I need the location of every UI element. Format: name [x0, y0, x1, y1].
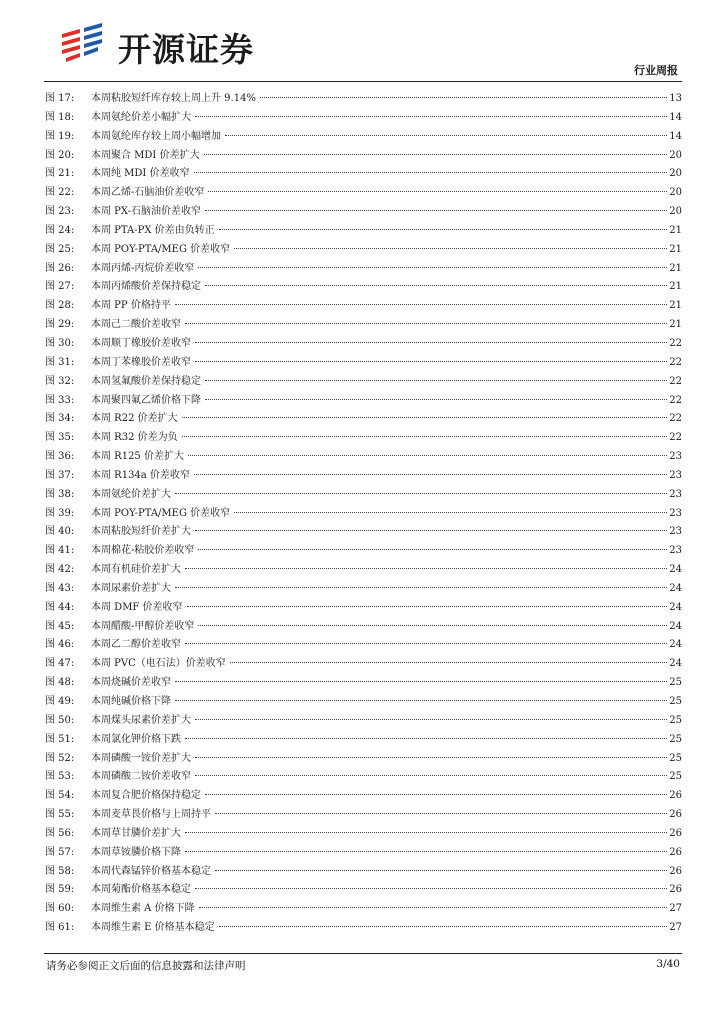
figure-number: 图 43: [45, 582, 75, 594]
toc-entry[interactable] [45, 409, 682, 428]
figure-title: 本周氨纶库存较上周小幅增加 [91, 130, 221, 142]
figure-page-number: 25 [669, 677, 682, 689]
toc-entry[interactable] [45, 504, 682, 523]
figure-page-number: 20 [669, 187, 682, 199]
dot-leader [215, 813, 667, 814]
figure-page-number: 25 [669, 714, 682, 726]
dot-leader [188, 455, 667, 456]
toc-entry[interactable] [45, 730, 682, 749]
figure-number: 图 36: [45, 451, 75, 463]
figure-title: 本周煤头尿素价差扩大 [91, 714, 191, 726]
dot-leader [195, 361, 667, 362]
figure-title: 本周氨纶价差小幅扩大 [91, 111, 191, 123]
toc-entry[interactable] [45, 786, 682, 805]
figure-number: 图 59: [45, 884, 75, 896]
figure-number: 图 32: [45, 375, 75, 387]
figure-page-number: 22 [669, 394, 682, 406]
toc-entry[interactable] [45, 164, 682, 183]
figure-page-number: 24 [669, 620, 682, 632]
figure-page-number: 24 [669, 582, 682, 594]
figure-title: 本周醋酸-甲醇价差收窄 [91, 620, 195, 632]
toc-entry[interactable] [45, 221, 682, 240]
figure-number: 图 51: [45, 733, 75, 745]
figure-page-number: 25 [669, 771, 682, 783]
figure-title: 本周粘胶短纤价差扩大 [91, 526, 191, 538]
toc-entry[interactable] [45, 899, 682, 918]
dot-leader [230, 662, 667, 663]
figure-number: 图 39: [45, 507, 75, 519]
toc-entry[interactable] [45, 824, 682, 843]
figure-title: 本周丁苯橡胶价差收窄 [91, 356, 191, 368]
figure-page-number: 26 [669, 846, 682, 858]
figure-page-number: 23 [669, 526, 682, 538]
brand-mark-icon [58, 20, 110, 66]
figure-number: 图 45: [45, 620, 75, 632]
figure-number: 图 18: [45, 111, 75, 123]
figure-title: 本周代森锰锌价格基本稳定 [91, 865, 211, 877]
toc-entry[interactable] [45, 579, 682, 598]
toc-entry[interactable] [45, 711, 682, 730]
figure-page-number: 21 [669, 243, 682, 255]
dot-leader [195, 757, 667, 758]
dot-leader [205, 285, 667, 286]
dot-leader [198, 625, 667, 626]
figure-page-number: 23 [669, 488, 682, 500]
dot-leader [185, 851, 667, 852]
figure-number: 图 31: [45, 356, 75, 368]
figure-number: 图 22: [45, 187, 75, 199]
toc-entry[interactable] [45, 673, 682, 692]
figure-page-number: 20 [669, 206, 682, 218]
dot-leader [234, 512, 667, 513]
toc-entry[interactable] [45, 240, 682, 259]
toc-entry[interactable] [45, 843, 682, 862]
figure-number: 图 25: [45, 243, 75, 255]
figure-page-number: 25 [669, 752, 682, 764]
figure-number: 图 42: [45, 564, 75, 576]
toc-entry[interactable] [45, 918, 682, 937]
toc-entry[interactable] [45, 277, 682, 296]
figure-title: 本周乙二醇价差收窄 [91, 639, 181, 651]
figure-title: 本周氢氟酸价差保持稳定 [91, 375, 201, 387]
figure-page-number: 23 [669, 545, 682, 557]
toc-entry[interactable] [45, 560, 682, 579]
figure-title: 本周磷酸一铵价差扩大 [91, 752, 191, 764]
figure-number: 图 21: [45, 168, 75, 180]
figure-number: 图 40: [45, 526, 75, 538]
figure-number: 图 26: [45, 262, 75, 274]
figure-title: 本周聚四氟乙烯价格下降 [91, 394, 201, 406]
figure-number: 图 28: [45, 300, 75, 312]
figure-title: 本周麦草畏价格与上周持平 [91, 809, 211, 821]
figure-title: 本周 POY-PTA/MEG 价差收窄 [91, 507, 231, 519]
dot-leader [199, 907, 668, 908]
toc-entry[interactable] [45, 391, 682, 410]
toc-entry[interactable] [45, 259, 682, 278]
figure-number: 图 44: [45, 601, 75, 613]
figure-title: 本周复合肥价格保持稳定 [91, 790, 201, 802]
figure-page-number: 22 [669, 356, 682, 368]
figure-page-number: 20 [669, 168, 682, 180]
brand-logo [58, 20, 288, 68]
figure-page-number: 13 [669, 93, 682, 104]
figure-page-number: 25 [669, 733, 682, 745]
dot-leader [219, 926, 668, 927]
figure-title: 本周丙烯酸价差保持稳定 [91, 281, 201, 293]
dot-leader [182, 417, 668, 418]
figure-number: 图 58: [45, 865, 75, 877]
figure-number: 图 19: [45, 130, 75, 142]
figure-number: 图 55: [45, 809, 75, 821]
figure-title: 本周 POY-PTA/MEG 价差收窄 [91, 243, 231, 255]
figure-number: 图 61: [45, 922, 75, 934]
toc-entry[interactable] [45, 880, 682, 899]
dot-leader [195, 530, 667, 531]
figure-page-number: 26 [669, 790, 682, 802]
dot-leader [175, 700, 667, 701]
toc-entry[interactable] [45, 654, 682, 673]
dot-leader [185, 568, 667, 569]
figure-page-number: 23 [669, 469, 682, 481]
figure-page-number: 26 [669, 865, 682, 877]
figure-page-number: 23 [669, 507, 682, 519]
figure-title: 本周草甘膦价差扩大 [91, 827, 181, 839]
toc-entry[interactable] [45, 202, 682, 221]
figure-number: 图 17: [45, 93, 75, 104]
dot-leader [194, 172, 668, 173]
dot-leader [215, 870, 667, 871]
figure-title: 本周烧碱价差收窄 [91, 677, 171, 689]
toc-entry[interactable] [45, 862, 682, 881]
figure-title: 本周 R32 价差为负 [91, 432, 178, 444]
figure-title: 本周 PTA-PX 价差由负转正 [91, 224, 215, 236]
figure-number: 图 46: [45, 639, 75, 651]
figure-page-number: 24 [669, 564, 682, 576]
figure-title: 本周 DMF 价差收窄 [91, 601, 183, 613]
figure-page-number: 24 [669, 658, 682, 670]
figure-number: 图 33: [45, 394, 75, 406]
dot-leader [175, 681, 667, 682]
dot-leader [204, 154, 668, 155]
figure-number: 图 56: [45, 827, 75, 839]
toc-entry[interactable] [45, 108, 682, 127]
page-number: 3/40 [656, 958, 680, 970]
toc-entry[interactable] [45, 296, 682, 315]
figure-title: 本周草铵膦价格下降 [91, 846, 181, 858]
figure-page-number: 21 [669, 281, 682, 293]
toc-entry[interactable] [45, 692, 682, 711]
figure-number: 图 57: [45, 846, 75, 858]
dot-leader [187, 606, 668, 607]
figure-page-number: 22 [669, 375, 682, 387]
toc-entry[interactable] [45, 353, 682, 372]
dot-leader [205, 380, 667, 381]
toc-entry[interactable] [45, 466, 682, 485]
dot-leader [185, 738, 667, 739]
figure-number: 图 60: [45, 903, 75, 915]
figure-page-number: 27 [669, 922, 682, 934]
figure-page-number: 23 [669, 451, 682, 463]
figure-page-number: 26 [669, 827, 682, 839]
figure-title: 本周氯化钾价格下跌 [91, 733, 181, 745]
figure-page-number: 27 [669, 903, 682, 915]
figure-title: 本周维生素 E 价格基本稳定 [91, 922, 215, 934]
figure-title: 本周棉花-粘胶价差收窄 [91, 545, 195, 557]
dot-leader [205, 210, 667, 211]
figure-title: 本周氨纶价差扩大 [91, 488, 171, 500]
dot-leader [185, 832, 667, 833]
figure-page-number: 21 [669, 300, 682, 312]
figure-title: 本周纯碱价格下降 [91, 696, 171, 707]
toc-entry[interactable] [45, 635, 682, 654]
toc-entry[interactable] [45, 183, 682, 202]
figure-number: 图 30: [45, 337, 75, 349]
toc-entry[interactable] [45, 522, 682, 541]
figure-title: 本周 PX-石脑油价差收窄 [91, 206, 202, 218]
figure-page-number: 26 [669, 809, 682, 821]
figure-title: 本周有机硅价差扩大 [91, 564, 181, 576]
figure-number: 图 23: [45, 206, 75, 218]
figure-page-number: 20 [669, 149, 682, 161]
toc-entry[interactable] [45, 485, 682, 504]
dot-leader [175, 493, 667, 494]
footer-disclaimer: 请务必参阅正文后面的信息披露和法律声明 [46, 960, 246, 972]
figure-title: 本周聚合 MDI 价差扩大 [91, 149, 200, 161]
figure-title: 本周磷酸二铵价差收窄 [91, 771, 191, 783]
dot-leader [175, 587, 667, 588]
toc-entry[interactable] [45, 127, 682, 146]
toc-entry[interactable] [45, 447, 682, 466]
figure-page-number: 14 [669, 111, 682, 123]
toc-entry[interactable] [45, 428, 682, 447]
figure-number: 图 29: [45, 319, 75, 331]
figure-number: 图 34: [45, 413, 75, 425]
figure-number: 图 52: [45, 752, 75, 764]
figure-title: 本周粘胶短纤库存较上周上升 9.14% [91, 93, 256, 104]
dot-leader [198, 267, 667, 268]
toc-entry[interactable] [45, 541, 682, 560]
figure-title: 本周尿素价差扩大 [91, 582, 171, 594]
figure-number: 图 48: [45, 677, 75, 689]
figure-number: 图 24: [45, 224, 75, 236]
footer-divider [44, 953, 682, 954]
figure-title: 本周 R134a 价差收窄 [91, 469, 190, 481]
toc-entry[interactable] [45, 598, 682, 617]
toc-entry[interactable] [45, 315, 682, 334]
report-type-label: 行业周报 [634, 64, 678, 77]
figure-page-number: 22 [669, 337, 682, 349]
figure-title: 本周 R125 价差扩大 [91, 451, 184, 463]
figure-page-number: 25 [669, 696, 682, 707]
dot-leader [194, 474, 667, 475]
figure-title: 本周 PVC（电石法）价差收窄 [91, 658, 226, 670]
toc-entry[interactable] [45, 767, 682, 786]
dot-leader [195, 775, 667, 776]
dot-leader [208, 191, 667, 192]
figure-number: 图 54: [45, 790, 75, 802]
figure-page-number: 26 [669, 884, 682, 896]
figure-title: 本周 PP 价格持平 [91, 300, 171, 312]
figure-page-number: 21 [669, 224, 682, 236]
toc-entry[interactable] [45, 334, 682, 353]
figure-page-number: 24 [669, 639, 682, 651]
figure-title: 本周纯 MDI 价差收窄 [91, 168, 190, 180]
figure-number: 图 38: [45, 488, 75, 500]
figure-number: 图 53: [45, 771, 75, 783]
dot-leader [195, 719, 667, 720]
dot-leader [198, 549, 667, 550]
figure-page-number: 21 [669, 262, 682, 274]
figure-number: 图 47: [45, 658, 75, 670]
dot-leader [219, 229, 668, 230]
page-header [0, 0, 724, 82]
figure-title: 本周维生素 A 价格下降 [91, 903, 195, 915]
toc-entry[interactable] [45, 805, 682, 824]
toc-entry[interactable] [45, 146, 682, 165]
dot-leader [175, 304, 667, 305]
dot-leader [225, 135, 667, 136]
figure-page-number: 24 [669, 601, 682, 613]
figure-page-number: 22 [669, 432, 682, 444]
header-divider [44, 81, 682, 82]
toc-entry[interactable] [45, 372, 682, 391]
dot-leader [195, 888, 667, 889]
figure-number: 图 20: [45, 149, 75, 161]
figure-title: 本周乙烯-石脑油价差收窄 [91, 187, 205, 199]
toc-entry[interactable] [45, 89, 682, 108]
figure-page-number: 21 [669, 319, 682, 331]
figure-title: 本周己二酸价差收窄 [91, 319, 181, 331]
dot-leader [185, 323, 667, 324]
figure-title: 本周顺丁橡胶价差收窄 [91, 337, 191, 349]
dot-leader [182, 436, 668, 437]
dot-leader [260, 97, 667, 98]
toc-entry[interactable] [45, 617, 682, 636]
dot-leader [195, 342, 667, 343]
dot-leader [205, 794, 667, 795]
figure-list [45, 89, 682, 937]
brand-name: 开源证券 [118, 30, 254, 69]
toc-entry[interactable] [45, 749, 682, 768]
figure-number: 图 41: [45, 545, 75, 557]
dot-leader [195, 116, 667, 117]
figure-number: 图 37: [45, 469, 75, 481]
dot-leader [185, 643, 667, 644]
figure-number: 图 35: [45, 432, 75, 444]
figure-number: 图 27: [45, 281, 75, 293]
figure-number: 图 49: [45, 696, 75, 707]
figure-page-number: 22 [669, 413, 682, 425]
dot-leader [205, 399, 667, 400]
figure-number: 图 50: [45, 714, 75, 726]
figure-page-number: 14 [669, 130, 682, 142]
dot-leader [234, 248, 667, 249]
figure-title: 本周菊酯价格基本稳定 [91, 884, 191, 896]
figure-title: 本周 R22 价差扩大 [91, 413, 178, 425]
figure-title: 本周丙烯-丙烷价差收窄 [91, 262, 195, 274]
